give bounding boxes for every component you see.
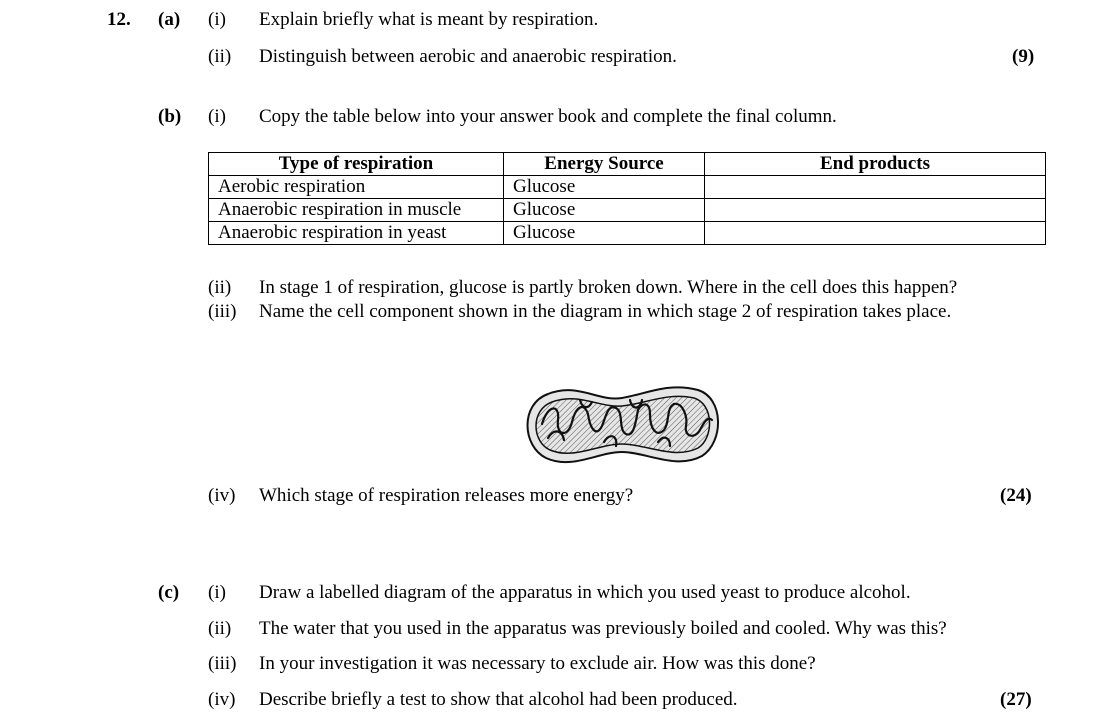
- part-b-item-num: (ii): [208, 277, 232, 298]
- part-a-item-text: Explain briefly what is meant by respiration.: [259, 9, 599, 30]
- part-c-marks: (27): [1000, 689, 1032, 710]
- part-b-item-num: (iii): [208, 301, 237, 322]
- part-b-item-text: Which stage of respiration releases more energy?: [259, 485, 634, 506]
- part-b-marks: (24): [1000, 485, 1032, 506]
- mitochondrion-diagram: [518, 380, 726, 468]
- table-cell: Anaerobic respiration in yeast: [209, 222, 504, 245]
- part-b-item-text: In stage 1 of respiration, glucose is partly broken down. Where in the cell does this happen?: [259, 277, 958, 298]
- table-header: Type of respiration: [209, 153, 504, 176]
- part-b-item-num: (iv): [208, 485, 236, 506]
- part-a-item-num: (ii): [208, 46, 232, 67]
- part-a-marks: (9): [1012, 46, 1035, 67]
- table-cell: Glucose: [504, 222, 705, 245]
- table-header-row: [209, 153, 1046, 176]
- table-cell-empty: [705, 199, 1046, 222]
- respiration-table: [208, 152, 1046, 245]
- table-cell: Glucose: [504, 176, 705, 199]
- part-c-item-num: (ii): [208, 618, 232, 639]
- table-header: End products: [705, 153, 1046, 176]
- table-row: [209, 176, 1046, 199]
- part-b-label: (b): [158, 106, 182, 127]
- table-cell-empty: [705, 176, 1046, 199]
- part-b-item-text: Copy the table below into your answer book and complete the final column.: [259, 106, 837, 127]
- part-c-item-text: In your investigation it was necessary to exclude air. How was this done?: [259, 653, 816, 674]
- part-c-item-text: The water that you used in the apparatus was previously boiled and cooled. Why was this?: [259, 618, 947, 639]
- part-c-item-text: Describe briefly a test to show that alcohol had been produced.: [259, 689, 738, 710]
- table-cell: Glucose: [504, 199, 705, 222]
- table-cell-empty: [705, 222, 1046, 245]
- part-a-label: (a): [158, 9, 181, 30]
- part-a-item-num: (i): [208, 9, 226, 30]
- table-row: [209, 199, 1046, 222]
- question-number: 12.: [107, 9, 131, 30]
- part-c-item-text: Draw a labelled diagram of the apparatus in which you used yeast to produce alcohol.: [259, 582, 911, 603]
- part-c-item-num: (i): [208, 582, 226, 603]
- part-b-item-text: Name the cell component shown in the diagram in which stage 2 of respiration takes place.: [259, 301, 952, 322]
- table-header: Energy Source: [504, 153, 705, 176]
- part-c-label: (c): [158, 582, 180, 603]
- part-a-item-text: Distinguish between aerobic and anaerobic respiration.: [259, 46, 677, 67]
- part-b-item-num: (i): [208, 106, 226, 127]
- table-cell: Anaerobic respiration in muscle: [209, 199, 504, 222]
- table-row: [209, 222, 1046, 245]
- part-c-item-num: (iii): [208, 653, 237, 674]
- part-c-item-num: (iv): [208, 689, 236, 710]
- table-cell: Aerobic respiration: [209, 176, 504, 199]
